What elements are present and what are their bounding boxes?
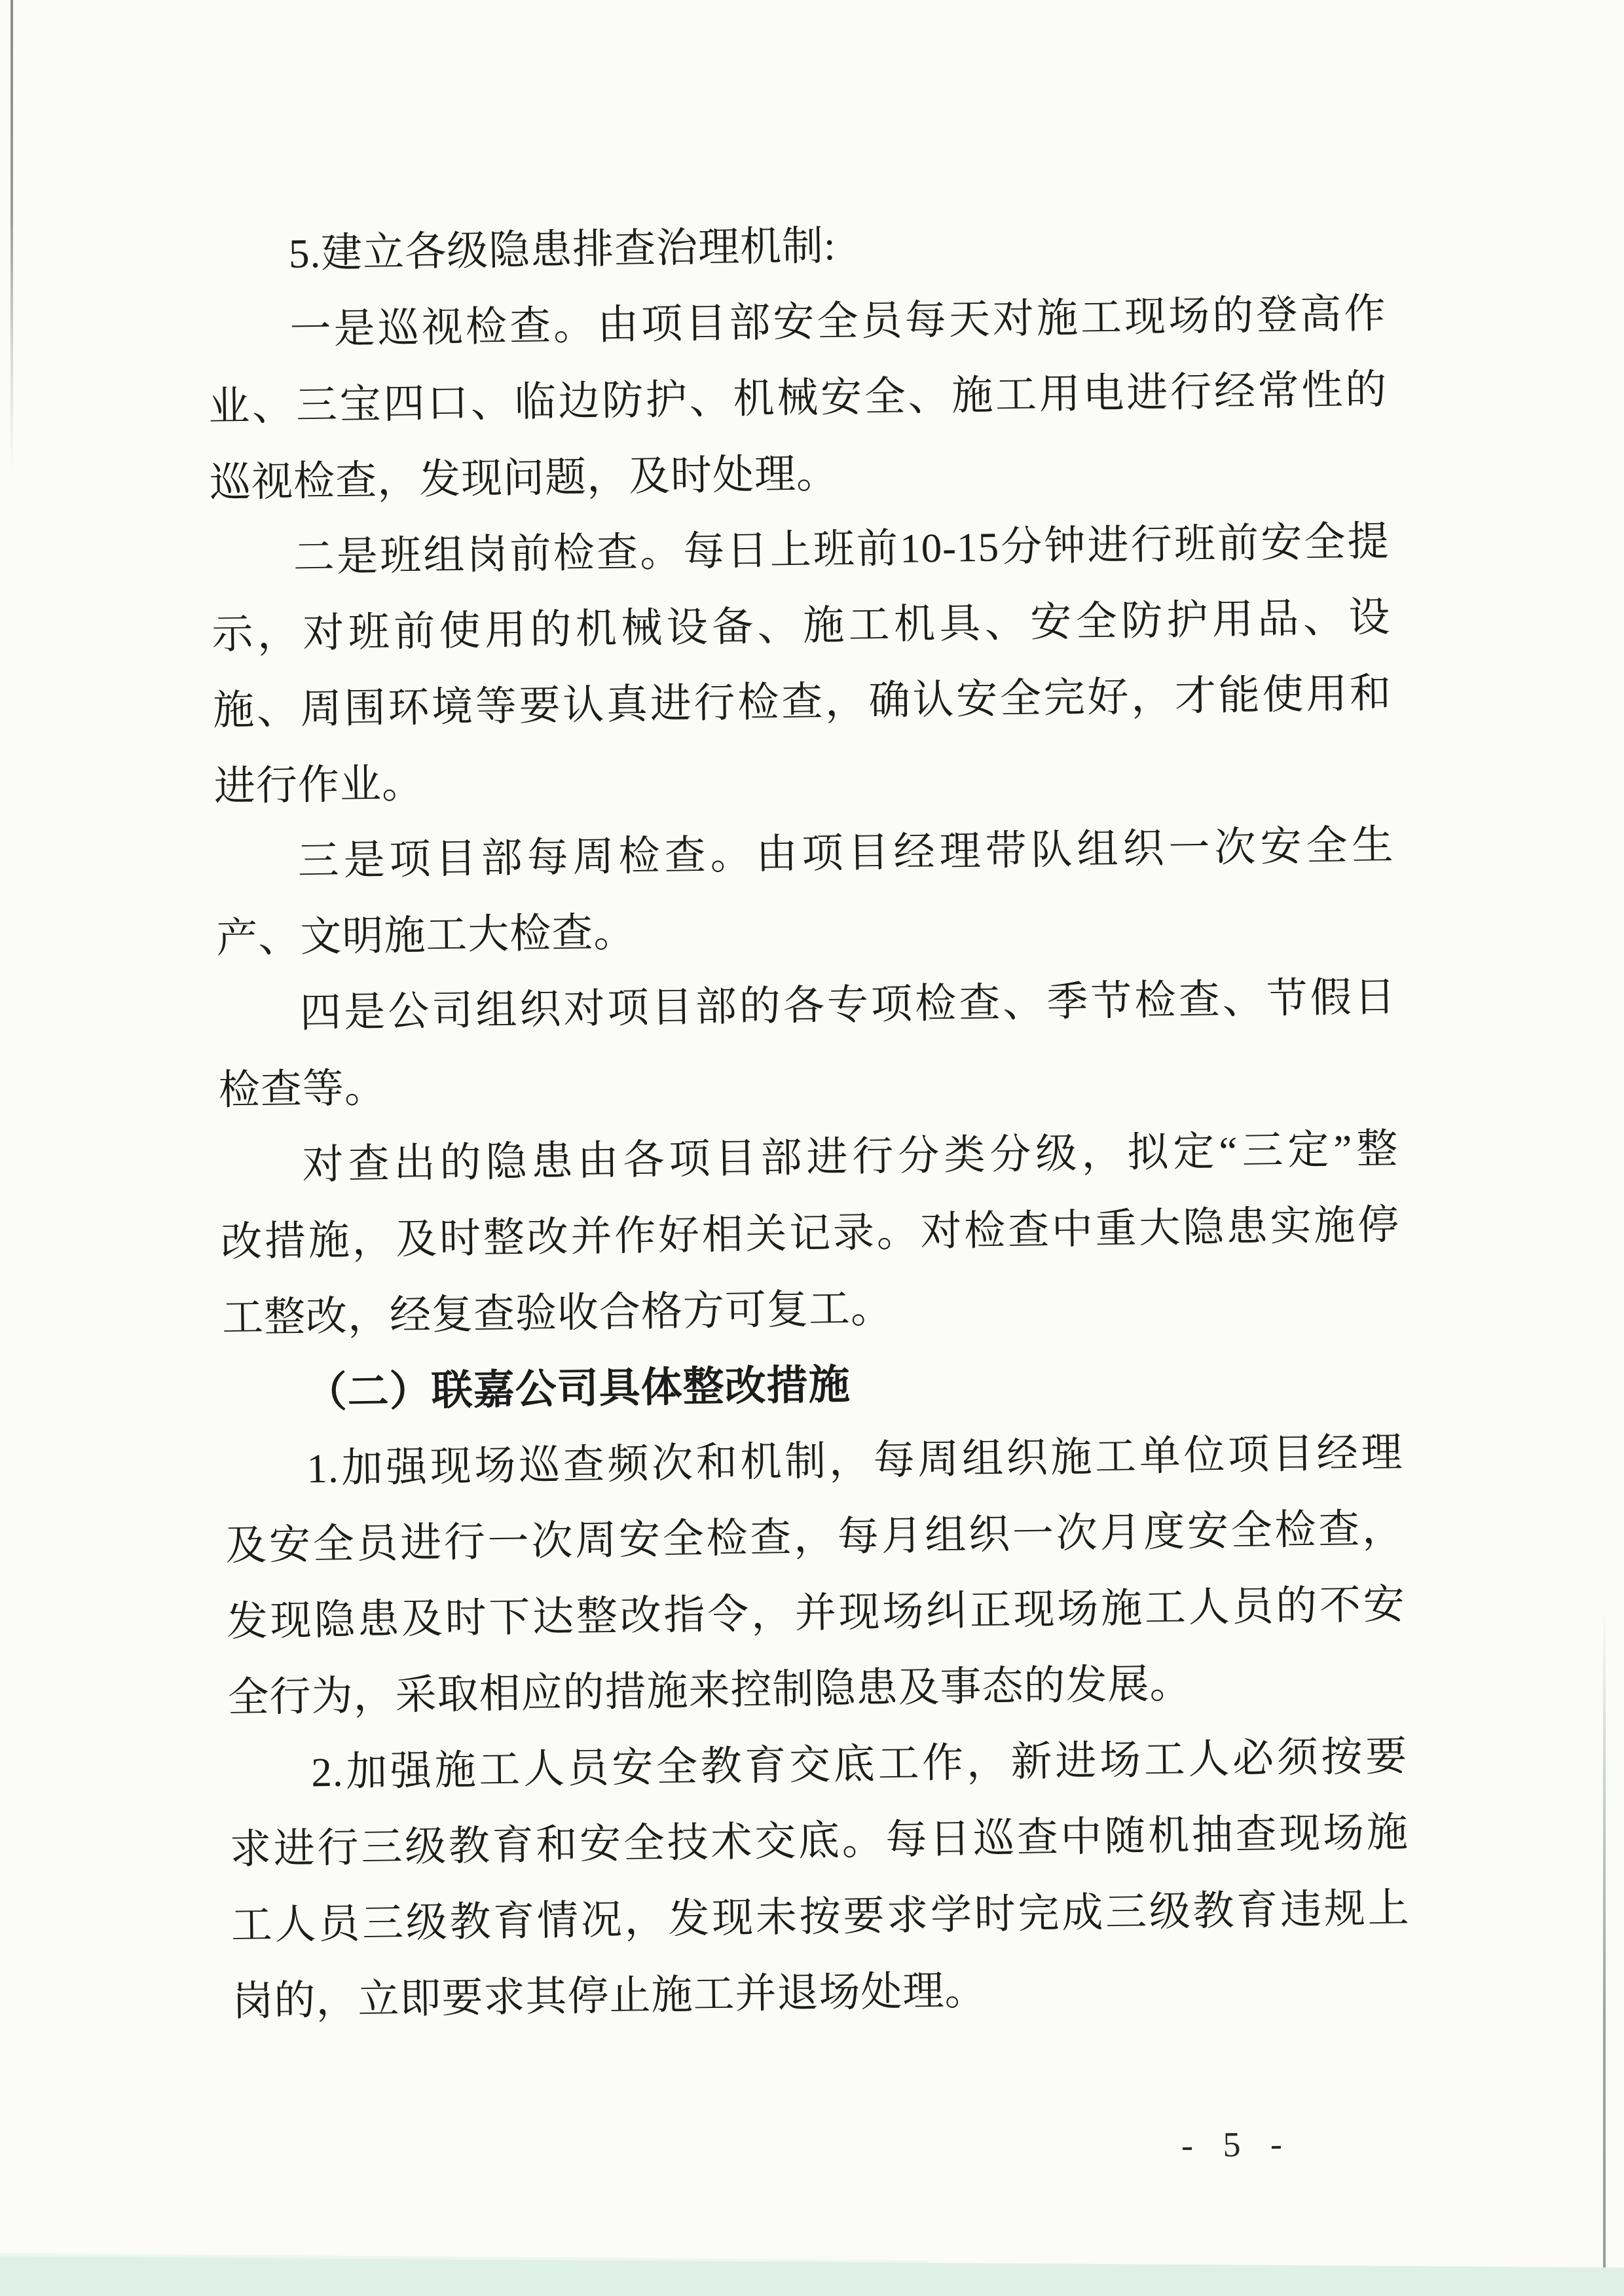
text-line: 改措施，及时整改并作好相关记录。对检查中重大隐患实施停 xyxy=(220,1201,1400,1266)
text-line: 工人员三级教育情况，发现未按要求学时完成三级教育违规上 xyxy=(231,1885,1411,1949)
text-line: 施、周围环境等要认真进行检查，确认安全完好，才能使用和 xyxy=(212,670,1392,734)
text-line: 工整改，经复查验收合格方可复工。 xyxy=(221,1285,893,1341)
text-line: 业、三宝四口、临边防护、机械安全、施工用电进行经常性的 xyxy=(208,366,1388,430)
section-heading: （二）联嘉公司具体整改措施 xyxy=(305,1362,851,1416)
scan-artifact-right-line xyxy=(1603,1611,1606,2291)
scan-artifact-bottom-band xyxy=(0,2256,1624,2296)
scan-artifact-left-line xyxy=(10,0,13,471)
text-line: 求进行三级教育和安全技术交底。每日巡查中随机抽查现场施 xyxy=(229,1809,1409,1873)
text-line: 二是班组岗前检查。每日上班前10-15分钟进行班前安全提 xyxy=(293,518,1390,581)
text-line: 产、文明施工大检查。 xyxy=(215,909,636,962)
text-line: 1.加强现场巡查频次和机制，每周组织施工单位项目经理 xyxy=(306,1429,1403,1492)
text-line: 发现隐患及时下达整改指令，并现场纠正现场施工人员的不安 xyxy=(226,1581,1406,1645)
text-line: 四是公司组织对项目部的各专项检查、季节检查、节假日 xyxy=(299,974,1397,1036)
text-line: 一是巡视检查。由项目部安全员每天对施工现场的登高作 xyxy=(289,290,1386,353)
text-line: 巡视检查，发现问题，及时处理。 xyxy=(209,450,839,506)
text-line: 及安全员进行一次周安全检查，每月组织一次月度安全检查， xyxy=(225,1505,1405,1569)
text-line: 示，对班前使用的机械设备、施工机具、安全防护用品、设 xyxy=(212,594,1391,658)
text-line: 三是项目部每周检查。由项目经理带队组织一次安全生 xyxy=(297,822,1395,884)
text-line: 对查出的隐患由各项目部进行分类分级，拟定“三定”整 xyxy=(302,1125,1399,1188)
text-line: 进行作业。 xyxy=(213,760,424,810)
text-line: 岗的，立即要求其停止施工并退场处理。 xyxy=(231,1967,987,2025)
text-line: 全行为，采取相应的措施来控制隐患及事态的发展。 xyxy=(227,1660,1192,1721)
document-body xyxy=(206,200,1413,2182)
text-line: 检查等。 xyxy=(218,1065,387,1114)
page-number: - 5 - xyxy=(1181,2124,1293,2165)
text-line: 5.建立各级隐患排查治理机制: xyxy=(288,223,837,277)
text-line: 2.加强施工人员安全教育交底工作，新进场工人必须按要 xyxy=(310,1733,1408,1796)
